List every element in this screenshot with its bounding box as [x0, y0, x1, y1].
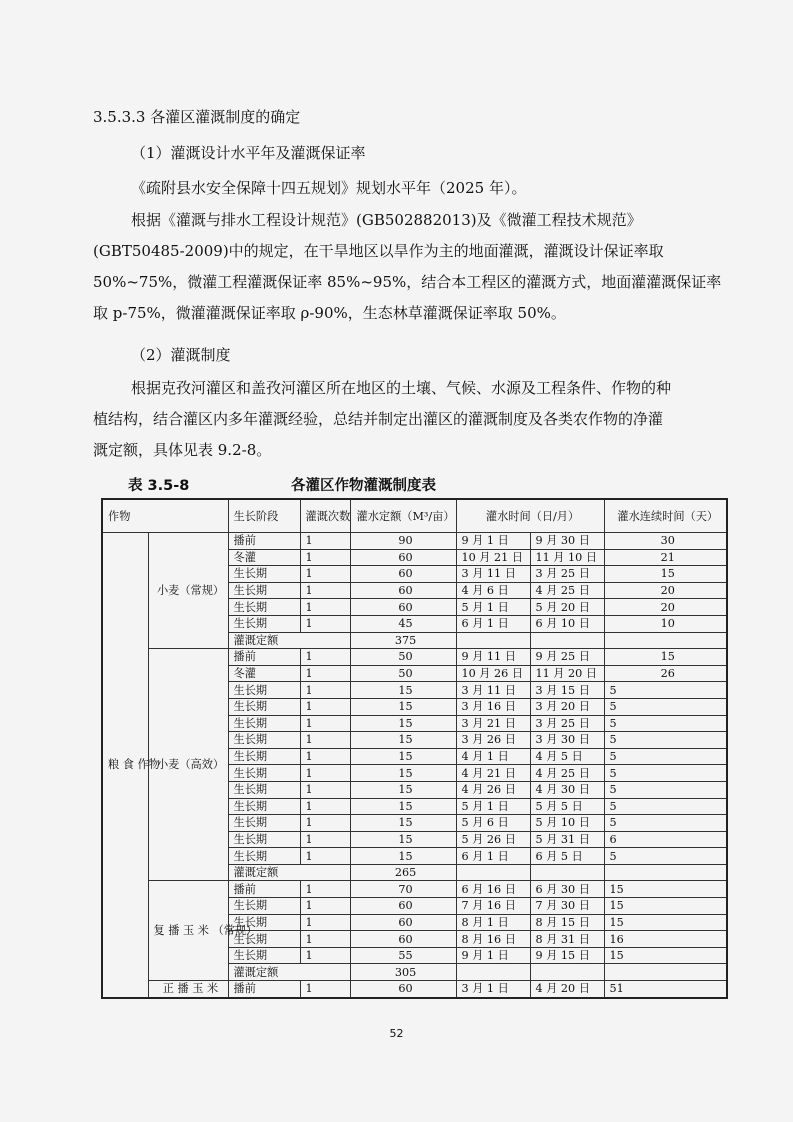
duration-cell: 20 [604, 599, 727, 616]
stage-cell: 生长期 [228, 682, 300, 699]
duration-cell: 5 [604, 781, 727, 798]
end-date-cell: 4 月 25 日 [530, 582, 604, 599]
quota-cell: 60 [350, 898, 456, 915]
quota-cell: 90 [350, 533, 456, 550]
duration-cell: 15 [604, 649, 727, 666]
stage-cell: 生长期 [228, 898, 300, 915]
end-date-cell: 11 月 10 日 [530, 549, 604, 566]
duration-cell: 15 [604, 566, 727, 583]
times-cell: 1 [300, 815, 350, 832]
crop-name-cell: 小麦（高效） [148, 649, 228, 881]
quota-cell: 60 [350, 931, 456, 948]
start-date-cell: 10 月 21 日 [456, 549, 530, 566]
start-date-cell: 8 月 1 日 [456, 914, 530, 931]
start-date-cell: 3 月 1 日 [456, 981, 530, 998]
empty-cell [530, 864, 604, 881]
stage-cell: 生长期 [228, 615, 300, 632]
quota-cell: 15 [350, 848, 456, 865]
times-cell: 1 [300, 732, 350, 749]
paragraph-line: 溉定额，具体见表 9.2-8。 [93, 441, 272, 459]
stage-cell: 生长期 [228, 848, 300, 865]
start-date-cell: 3 月 21 日 [456, 715, 530, 732]
times-cell: 1 [300, 831, 350, 848]
end-date-cell: 9 月 25 日 [530, 649, 604, 666]
paragraph-line: 根据克孜河灌区和盖孜河灌区所在地区的土壤、气候、水源及工程条件、作物的种 [131, 379, 672, 397]
end-date-cell: 6 月 30 日 [530, 881, 604, 898]
subsection-heading-design-level: （1）灌溉设计水平年及灌溉保证率 [131, 144, 366, 162]
paragraph-line: 50%~75%，微灌工程灌溉保证率 85%~95%，结合本工程区的灌溉方式，地面灌灌溉保证率 [93, 273, 722, 291]
stage-cell: 生长期 [228, 831, 300, 848]
end-date-cell: 11 月 20 日 [530, 665, 604, 682]
empty-cell [604, 864, 727, 881]
end-date-cell: 7 月 30 日 [530, 898, 604, 915]
crop-category-cell: 粮 食 作物 [102, 533, 148, 998]
duration-cell: 21 [604, 549, 727, 566]
header-days: 灌水连续时间（天） [604, 499, 727, 533]
end-date-cell: 5 月 31 日 [530, 831, 604, 848]
quota-cell: 15 [350, 732, 456, 749]
quota-cell: 60 [350, 981, 456, 998]
times-cell: 1 [300, 848, 350, 865]
times-cell: 1 [300, 931, 350, 948]
end-date-cell: 4 月 30 日 [530, 781, 604, 798]
page-number: 52 [389, 1027, 404, 1040]
duration-cell: 6 [604, 831, 727, 848]
quota-cell: 15 [350, 715, 456, 732]
start-date-cell: 3 月 11 日 [456, 566, 530, 583]
start-date-cell: 5 月 1 日 [456, 798, 530, 815]
table-row [102, 649, 727, 666]
start-date-cell: 6 月 1 日 [456, 848, 530, 865]
times-cell: 1 [300, 533, 350, 550]
end-date-cell: 3 月 25 日 [530, 566, 604, 583]
duration-cell: 5 [604, 732, 727, 749]
duration-cell: 15 [604, 881, 727, 898]
start-date-cell: 4 月 26 日 [456, 781, 530, 798]
table-title: 各灌区作物灌溉制度表 [291, 478, 436, 494]
quota-cell: 15 [350, 682, 456, 699]
start-date-cell: 4 月 21 日 [456, 765, 530, 782]
times-cell: 1 [300, 898, 350, 915]
times-cell: 1 [300, 981, 350, 998]
times-cell: 1 [300, 748, 350, 765]
stage-cell: 冬灌 [228, 549, 300, 566]
duration-cell: 5 [604, 698, 727, 715]
stage-cell: 生长期 [228, 748, 300, 765]
quota-cell: 55 [350, 947, 456, 964]
table-row [102, 981, 727, 998]
duration-cell: 5 [604, 765, 727, 782]
crop-name-cell: 正 播 玉 米 [148, 981, 228, 998]
stage-cell: 生长期 [228, 931, 300, 948]
empty-cell [456, 964, 530, 981]
end-date-cell: 9 月 30 日 [530, 533, 604, 550]
quota-cell: 60 [350, 599, 456, 616]
quota-cell: 60 [350, 549, 456, 566]
header-quota: 灌水定额（M³/亩） [350, 499, 456, 533]
times-cell: 1 [300, 914, 350, 931]
quota-cell: 60 [350, 566, 456, 583]
start-date-cell: 5 月 6 日 [456, 815, 530, 832]
quota-cell: 45 [350, 615, 456, 632]
end-date-cell: 6 月 5 日 [530, 848, 604, 865]
stage-cell: 生长期 [228, 815, 300, 832]
empty-cell [456, 632, 530, 649]
quota-label-cell: 灌溉定额 [228, 864, 350, 881]
end-date-cell: 5 月 5 日 [530, 798, 604, 815]
start-date-cell: 9 月 1 日 [456, 533, 530, 550]
end-date-cell: 4 月 25 日 [530, 765, 604, 782]
stage-cell: 生长期 [228, 698, 300, 715]
duration-cell: 20 [604, 582, 727, 599]
end-date-cell: 6 月 10 日 [530, 615, 604, 632]
times-cell: 1 [300, 665, 350, 682]
table-row [102, 533, 727, 550]
start-date-cell: 5 月 26 日 [456, 831, 530, 848]
start-date-cell: 10 月 26 日 [456, 665, 530, 682]
crop-name-cell: 复 播 玉 米 （常规） [148, 881, 228, 981]
empty-cell [604, 964, 727, 981]
quota-cell: 15 [350, 748, 456, 765]
stage-cell: 生长期 [228, 582, 300, 599]
stage-cell: 生长期 [228, 914, 300, 931]
times-cell: 1 [300, 599, 350, 616]
paragraph-line: 根据《灌溉与排水工程设计规范》(GB502882013)及《微灌工程技术规范》 [131, 211, 642, 229]
duration-cell: 5 [604, 682, 727, 699]
start-date-cell: 8 月 16 日 [456, 931, 530, 948]
duration-cell: 5 [604, 715, 727, 732]
stage-cell: 生长期 [228, 947, 300, 964]
stage-cell: 冬灌 [228, 665, 300, 682]
quota-cell: 60 [350, 582, 456, 599]
quota-cell: 50 [350, 665, 456, 682]
start-date-cell: 4 月 1 日 [456, 748, 530, 765]
quota-cell: 15 [350, 815, 456, 832]
end-date-cell: 9 月 15 日 [530, 947, 604, 964]
stage-cell: 播前 [228, 881, 300, 898]
duration-cell: 5 [604, 748, 727, 765]
total-quota-cell: 305 [350, 964, 456, 981]
table-row [102, 881, 727, 898]
total-quota-cell: 265 [350, 864, 456, 881]
section-heading: 3.5.3.3 各灌区灌溉制度的确定 [93, 108, 301, 126]
start-date-cell: 3 月 11 日 [456, 682, 530, 699]
duration-cell: 15 [604, 914, 727, 931]
empty-cell [604, 632, 727, 649]
quota-cell: 60 [350, 914, 456, 931]
times-cell: 1 [300, 582, 350, 599]
quota-cell: 15 [350, 831, 456, 848]
table-header-row [102, 499, 727, 533]
empty-cell [530, 964, 604, 981]
total-quota-cell: 375 [350, 632, 456, 649]
start-date-cell: 9 月 1 日 [456, 947, 530, 964]
times-cell: 1 [300, 798, 350, 815]
header-time: 灌水时间（日/月） [456, 499, 604, 533]
times-cell: 1 [300, 615, 350, 632]
times-cell: 1 [300, 781, 350, 798]
quota-cell: 50 [350, 649, 456, 666]
quota-cell: 70 [350, 881, 456, 898]
crop-name-cell: 小麦（常规） [148, 533, 228, 649]
start-date-cell: 3 月 16 日 [456, 698, 530, 715]
stage-cell: 生长期 [228, 781, 300, 798]
header-stage: 生长阶段 [228, 499, 300, 533]
end-date-cell: 5 月 20 日 [530, 599, 604, 616]
duration-cell: 5 [604, 848, 727, 865]
times-cell: 1 [300, 566, 350, 583]
quota-cell: 15 [350, 798, 456, 815]
duration-cell: 15 [604, 947, 727, 964]
header-crop: 作物 [102, 499, 228, 533]
end-date-cell: 5 月 10 日 [530, 815, 604, 832]
paragraph-planning-year: 《疏附县水安全保障十四五规划》规划水平年（2025 年）。 [131, 179, 527, 197]
start-date-cell: 4 月 6 日 [456, 582, 530, 599]
stage-cell: 播前 [228, 649, 300, 666]
stage-cell: 生长期 [228, 715, 300, 732]
stage-cell: 生长期 [228, 765, 300, 782]
end-date-cell: 4 月 20 日 [530, 981, 604, 998]
end-date-cell: 3 月 20 日 [530, 698, 604, 715]
quota-cell: 15 [350, 781, 456, 798]
end-date-cell: 4 月 5 日 [530, 748, 604, 765]
start-date-cell: 5 月 1 日 [456, 599, 530, 616]
quota-label-cell: 灌溉定额 [228, 632, 350, 649]
start-date-cell: 6 月 1 日 [456, 615, 530, 632]
end-date-cell: 3 月 25 日 [530, 715, 604, 732]
duration-cell: 51 [604, 981, 727, 998]
times-cell: 1 [300, 947, 350, 964]
quota-cell: 15 [350, 765, 456, 782]
end-date-cell: 8 月 31 日 [530, 931, 604, 948]
stage-cell: 播前 [228, 981, 300, 998]
subsection-heading-irrigation-system: （2）灌溉制度 [131, 346, 231, 364]
empty-cell [530, 632, 604, 649]
end-date-cell: 3 月 15 日 [530, 682, 604, 699]
duration-cell: 15 [604, 898, 727, 915]
times-cell: 1 [300, 682, 350, 699]
end-date-cell: 3 月 30 日 [530, 732, 604, 749]
stage-cell: 生长期 [228, 732, 300, 749]
empty-cell [456, 864, 530, 881]
times-cell: 1 [300, 649, 350, 666]
paragraph-line: (GBT50485-2009)中的规定，在干旱地区以旱作为主的地面灌溉，灌溉设计保证率取 [93, 242, 664, 260]
paragraph-guarantee-rate [93, 205, 722, 329]
irrigation-schedule-table [101, 498, 728, 999]
stage-cell: 生长期 [228, 599, 300, 616]
start-date-cell: 3 月 26 日 [456, 732, 530, 749]
start-date-cell: 6 月 16 日 [456, 881, 530, 898]
stage-cell: 播前 [228, 533, 300, 550]
header-times: 灌溉次数 [300, 499, 350, 533]
stage-cell: 生长期 [228, 798, 300, 815]
stage-cell: 生长期 [228, 566, 300, 583]
duration-cell: 5 [604, 815, 727, 832]
duration-cell: 26 [604, 665, 727, 682]
table-number: 表 3.5-8 [128, 478, 190, 494]
duration-cell: 30 [604, 533, 727, 550]
times-cell: 1 [300, 765, 350, 782]
duration-cell: 10 [604, 615, 727, 632]
quota-label-cell: 灌溉定额 [228, 964, 350, 981]
times-cell: 1 [300, 881, 350, 898]
times-cell: 1 [300, 715, 350, 732]
times-cell: 1 [300, 698, 350, 715]
start-date-cell: 9 月 11 日 [456, 649, 530, 666]
end-date-cell: 8 月 15 日 [530, 914, 604, 931]
quota-cell: 15 [350, 698, 456, 715]
duration-cell: 5 [604, 798, 727, 815]
times-cell: 1 [300, 549, 350, 566]
paragraph-line: 植结构，结合灌区内多年灌溉经验，总结并制定出灌区的灌溉制度及各类农作物的净灌 [93, 410, 664, 428]
start-date-cell: 7 月 16 日 [456, 898, 530, 915]
paragraph-irrigation-system [93, 373, 708, 466]
duration-cell: 16 [604, 931, 727, 948]
paragraph-line: 取 p-75%，微灌灌溉保证率取 ρ-90%，生态林草灌溉保证率取 50%。 [93, 304, 566, 322]
table-caption [128, 474, 528, 496]
